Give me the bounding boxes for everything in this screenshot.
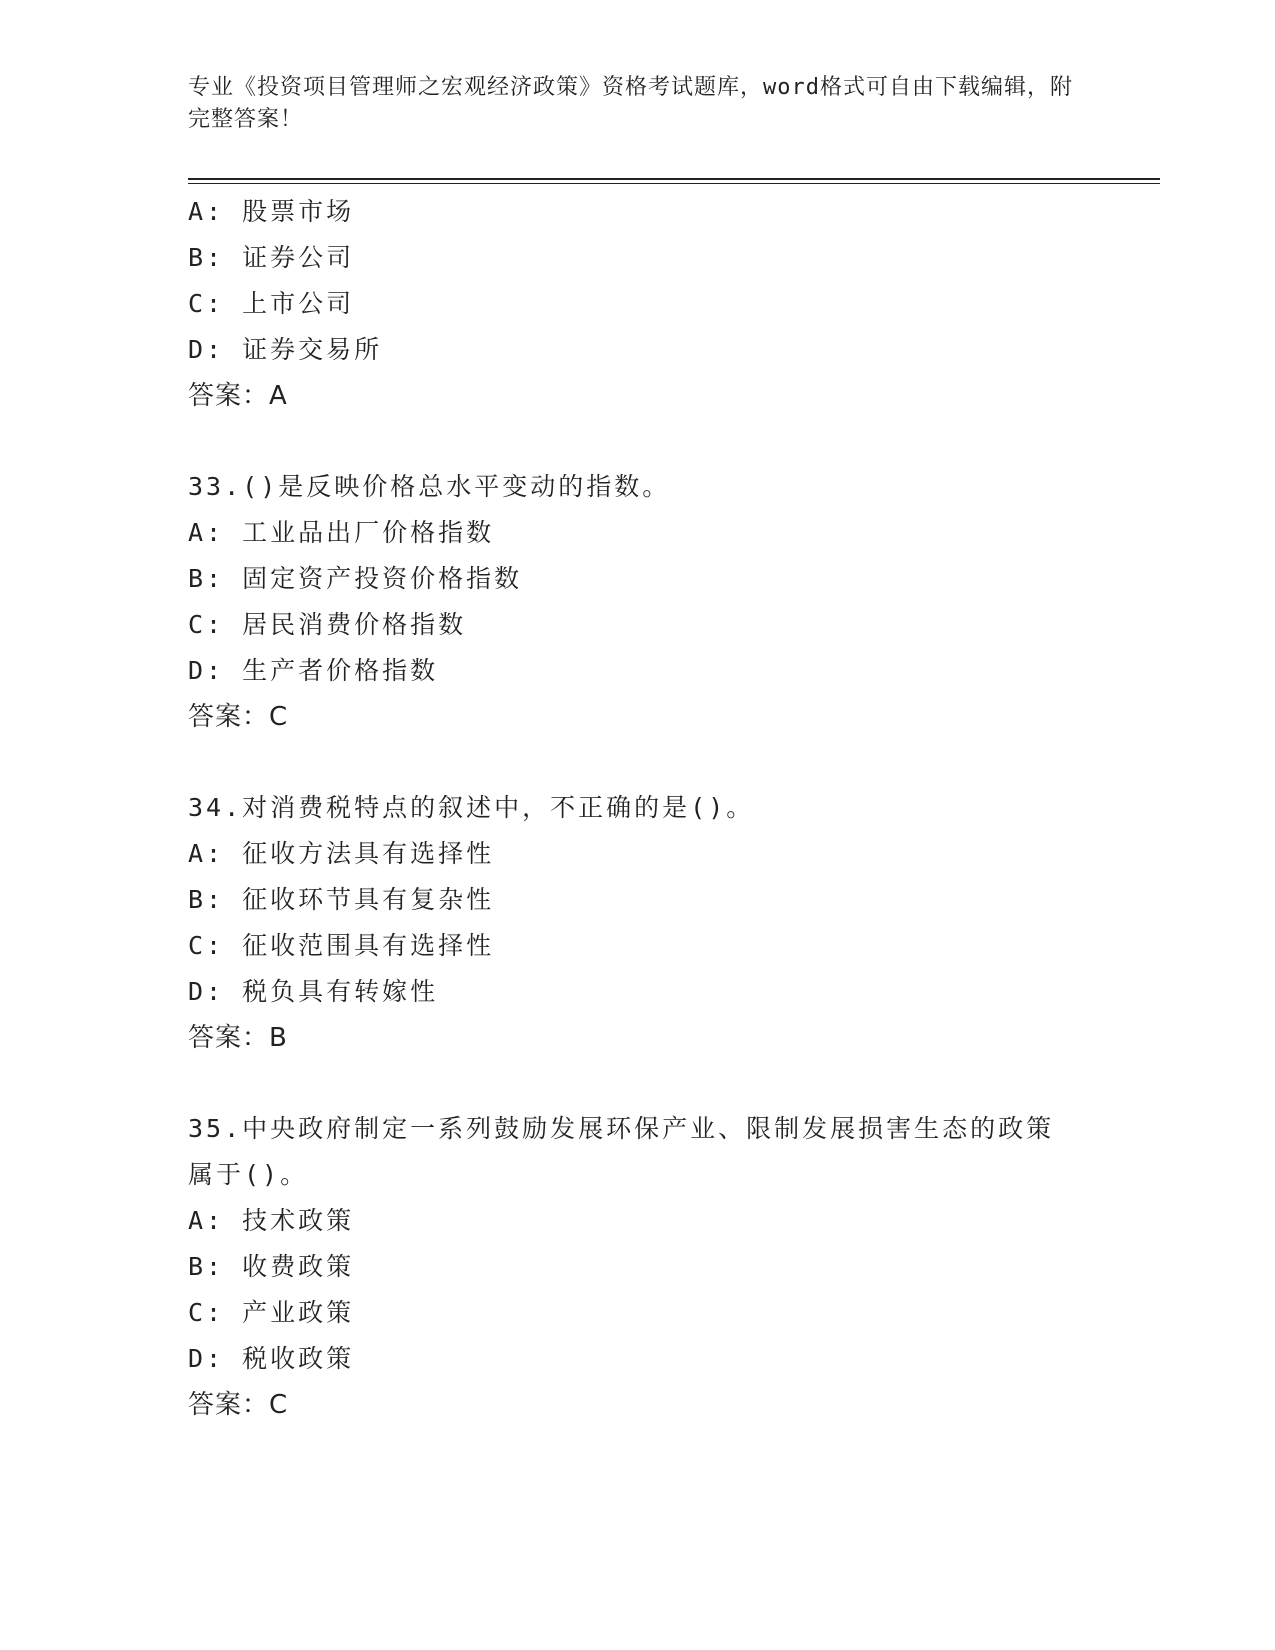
option-text: 固定资产投资价格指数 [242, 564, 523, 593]
option-text: 技术政策 [242, 1206, 355, 1235]
option-letter: C: [188, 1298, 225, 1327]
option-letter: B: [188, 564, 225, 593]
answer-label: 答案：A [188, 381, 288, 411]
option-d [188, 969, 1088, 1015]
answer-label: 答案：C [188, 1390, 289, 1420]
option-letter: C: [188, 931, 225, 960]
option-text: 居民消费价格指数 [242, 610, 467, 639]
option-letter: A: [188, 839, 225, 868]
option-a [188, 510, 1088, 556]
option-text: 税收政策 [242, 1344, 355, 1373]
option-a [188, 831, 1088, 877]
question-block-34 [188, 785, 1088, 1061]
spacer [188, 740, 1088, 785]
option-b [188, 235, 1088, 281]
option-letter: C: [188, 289, 225, 318]
option-letter: A: [188, 1206, 225, 1235]
option-text: 征收范围具有选择性 [242, 931, 495, 960]
option-text: 征收方法具有选择性 [242, 839, 495, 868]
question-list [188, 189, 1088, 1428]
spacer [188, 1061, 1088, 1106]
option-c [188, 1290, 1088, 1336]
option-letter: D: [188, 656, 225, 685]
option-a [188, 1198, 1088, 1244]
option-letter: B: [188, 1252, 225, 1281]
option-d [188, 327, 1088, 373]
question-block-32 [188, 189, 1088, 419]
option-text: 股票市场 [242, 197, 355, 226]
option-text: 上市公司 [242, 289, 355, 318]
option-text: 证券交易所 [242, 335, 383, 364]
option-d [188, 1336, 1088, 1382]
option-letter: D: [188, 977, 225, 1006]
option-letter: A: [188, 518, 225, 547]
option-c [188, 602, 1088, 648]
option-text: 征收环节具有复杂性 [242, 885, 495, 914]
question-text: 34.对消费税特点的叙述中，不正确的是()。 [188, 793, 755, 822]
option-c [188, 923, 1088, 969]
question-block-33 [188, 464, 1088, 740]
option-letter: B: [188, 243, 225, 272]
option-text: 收费政策 [242, 1252, 355, 1281]
option-c [188, 281, 1088, 327]
option-text: 工业品出厂价格指数 [242, 518, 495, 547]
option-letter: D: [188, 335, 225, 364]
option-text: 证券公司 [242, 243, 355, 272]
option-text: 生产者价格指数 [242, 656, 439, 685]
option-letter: B: [188, 885, 225, 914]
option-a [188, 189, 1088, 235]
option-b [188, 556, 1088, 602]
option-letter: A: [188, 197, 225, 226]
option-d [188, 648, 1088, 694]
question-block-35 [188, 1106, 1088, 1428]
header-divider-thick [188, 178, 1160, 180]
option-letter: D: [188, 1344, 225, 1373]
option-letter: C: [188, 610, 225, 639]
header-divider-thin [188, 183, 1160, 184]
answer-label: 答案：B [188, 1023, 288, 1053]
question-text-line-1: 35.中央政府制定一系列鼓励发展环保产业、限制发展损害生态的政策 [188, 1114, 1055, 1143]
question-text-line-2: 属于()。 [188, 1160, 309, 1189]
option-text: 产业政策 [242, 1298, 355, 1327]
document-header: 专业《投资项目管理师之宏观经济政策》资格考试题库，word格式可自由下载编辑，附完整答案！ [188, 75, 1073, 132]
question-text: 33.()是反映价格总水平变动的指数。 [188, 472, 671, 501]
option-b [188, 1244, 1088, 1290]
spacer [188, 419, 1088, 464]
answer-label: 答案：C [188, 702, 289, 732]
option-b [188, 877, 1088, 923]
option-text: 税负具有转嫁性 [242, 977, 439, 1006]
